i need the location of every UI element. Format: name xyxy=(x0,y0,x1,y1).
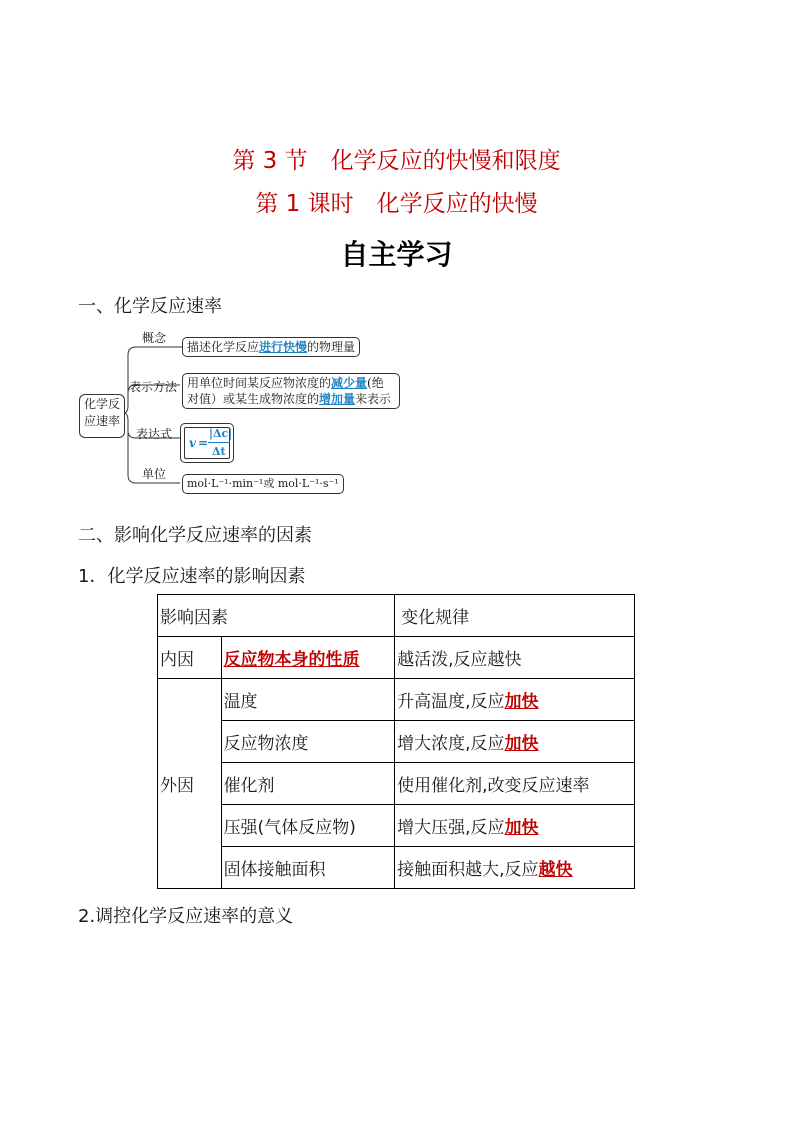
concept-text-before: 描述化学反应 xyxy=(187,340,260,354)
outer-factor: 压强(气体反应物) xyxy=(221,805,395,847)
outer-label: 外因 xyxy=(158,679,222,889)
outer-rule-answer: 加快 xyxy=(504,818,539,838)
branch-label-concept: 概念 xyxy=(142,331,167,345)
outer-rule-answer: 加快 xyxy=(504,692,539,712)
inner-factor: 反应物本身的性质 xyxy=(223,650,360,670)
branch-box-concept xyxy=(182,337,360,357)
outer-rule-cell xyxy=(395,805,635,847)
self-study-heading: 自主学习 xyxy=(340,238,453,271)
part1-title: 一、化学反应速率 xyxy=(78,296,222,317)
mindmap-root xyxy=(79,394,125,438)
factors-subtitle: 1．化学反应速率的影响因素 xyxy=(78,566,306,587)
table-row xyxy=(158,679,635,721)
outer-rule-text: 升高温度,反应 xyxy=(397,692,505,712)
table-row xyxy=(158,637,635,679)
concept-text-after: 的物理量 xyxy=(307,340,356,354)
branch-box-unit: mol·L⁻¹·min⁻¹或 mol·L⁻¹·s⁻¹ xyxy=(182,474,344,494)
outer-factor: 反应物浓度 xyxy=(221,721,395,763)
formula-v: v xyxy=(189,436,196,450)
outer-rule-answer: 越快 xyxy=(538,860,573,880)
method-line2-before: 对值）或某生成物浓度的 xyxy=(187,392,320,406)
formula-denominator: Δt xyxy=(212,445,226,458)
mindmap-root-text: 化学反应速率 xyxy=(83,397,120,428)
method-line1-after: (绝 xyxy=(367,376,384,390)
table-row xyxy=(158,763,635,805)
header-factor: 影响因素 xyxy=(158,595,395,637)
header-rule: 变化规律 xyxy=(395,595,635,637)
outer-rule-text: 接触面积越大,反应 xyxy=(397,860,539,880)
rate-mindmap xyxy=(76,325,406,500)
section-title: 第 3 节 化学反应的快慢和限度 xyxy=(232,148,561,174)
factors-table xyxy=(157,594,635,889)
outer-factor: 催化剂 xyxy=(221,763,395,805)
branch-label-formula: 表达式 xyxy=(136,427,173,441)
outer-factor: 温度 xyxy=(221,679,395,721)
outer-rule-cell xyxy=(395,847,635,889)
formula-numerator: |Δc| xyxy=(209,427,233,440)
inner-rule: 越活泼,反应越快 xyxy=(395,637,635,679)
branch-label-unit: 单位 xyxy=(142,467,167,481)
concept-highlight: 进行快慢 xyxy=(259,340,308,354)
method-highlight1: 减少量 xyxy=(331,376,368,390)
outer-rule-cell xyxy=(395,763,635,805)
method-line1-before: 用单位时间某反应物浓度的 xyxy=(187,376,332,390)
table-row xyxy=(158,805,635,847)
inner-label: 内因 xyxy=(158,637,222,679)
table-header-row xyxy=(158,595,635,637)
branch-box-expression-method xyxy=(182,373,400,409)
formula-eq: = xyxy=(198,436,209,450)
part2-title: 二、影响化学反应速率的因素 xyxy=(78,525,312,546)
method-highlight2: 增加量 xyxy=(319,392,356,406)
significance-subtitle: 2.调控化学反应速率的意义 xyxy=(78,906,294,927)
outer-rule-text: 使用催化剂,改变反应速率 xyxy=(397,776,590,796)
outer-factor: 固体接触面积 xyxy=(221,847,395,889)
table-row xyxy=(158,721,635,763)
outer-rule-cell xyxy=(395,679,635,721)
formula-fraction-bar xyxy=(208,442,230,443)
branch-label-expression-method: 表示方法 xyxy=(129,380,178,394)
lesson-title: 第 1 课时 化学反应的快慢 xyxy=(255,191,538,217)
outer-rule-text: 增大压强,反应 xyxy=(397,818,505,838)
table-row xyxy=(158,847,635,889)
outer-rule-text: 增大浓度,反应 xyxy=(397,734,505,754)
method-line2-after: 来表示 xyxy=(355,392,392,406)
outer-rule-cell xyxy=(395,721,635,763)
outer-rule-answer: 加快 xyxy=(504,734,539,754)
branch-box-formula xyxy=(180,423,234,463)
inner-factor-cell xyxy=(221,637,395,679)
